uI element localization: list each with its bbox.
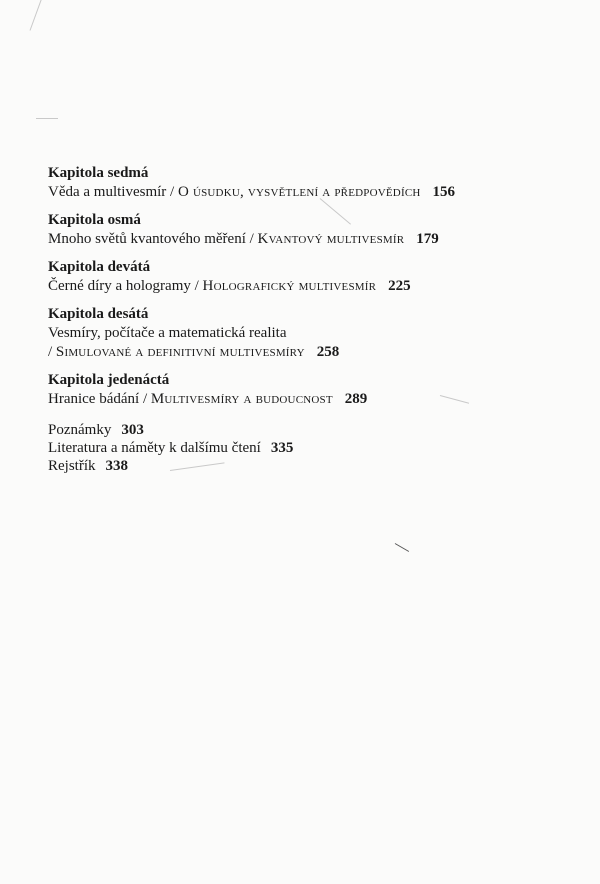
scan-artifact	[36, 118, 58, 119]
chapter-entry: Vesmíry, počítače a matematická realita	[48, 325, 287, 341]
page-number: 156	[432, 184, 455, 200]
chapter-title: Hranice bádání /	[48, 391, 151, 407]
chapter-subtitle: O úsudku, vysvětlení a předpovědích	[177, 184, 421, 200]
chapter-title: Černé díry a hologramy /	[48, 278, 203, 294]
back-matter-title: Rejstřík	[48, 458, 96, 474]
page-number: 335	[270, 440, 294, 456]
chapter-entry	[48, 390, 568, 409]
chapter-title: Věda a multivesmír /	[48, 184, 178, 200]
chapter-label: Kapitola devátá	[48, 259, 151, 275]
chapter-entry	[48, 230, 568, 249]
chapter-title: Mnoho světů kvantového měření /	[48, 231, 258, 247]
chapter-subtitle: Simulované a definitivní multivesmíry	[55, 344, 305, 360]
page-number: 179	[416, 231, 439, 247]
toc-notes	[48, 421, 568, 439]
page-number: 338	[105, 458, 128, 474]
toc-chapter-8	[48, 210, 568, 249]
scan-artifact	[395, 543, 409, 552]
table-of-contents	[48, 163, 568, 475]
toc-chapter-7	[48, 163, 568, 202]
chapter-entry	[48, 183, 568, 202]
scan-artifact	[30, 0, 45, 31]
toc-chapter-9	[48, 257, 568, 296]
page-number: 225	[388, 278, 411, 294]
toc-chapter-10	[48, 304, 568, 362]
chapter-label: Kapitola desátá	[48, 306, 149, 322]
chapter-title-continued: /	[48, 344, 56, 360]
toc-literature	[48, 439, 568, 457]
page-number: 289	[344, 391, 368, 407]
back-matter-title: Poznámky	[48, 422, 112, 438]
chapter-label: Kapitola osmá	[48, 212, 141, 228]
page-number: 303	[121, 422, 144, 438]
toc-chapter-11	[48, 370, 568, 409]
chapter-entry-continued	[48, 343, 568, 362]
back-matter-title: Literatura a náměty k dalšímu čtení	[48, 440, 261, 456]
toc-index	[48, 457, 568, 475]
chapter-subtitle: Multivesmíry a budoucnost	[150, 391, 333, 407]
chapter-subtitle: Holografický multivesmír	[202, 278, 377, 294]
chapter-label: Kapitola sedmá	[48, 165, 149, 181]
chapter-subtitle: Kvantový multivesmír	[257, 231, 405, 247]
toc-back-matter	[48, 421, 568, 475]
chapter-entry	[48, 277, 568, 296]
chapter-label: Kapitola jedenáctá	[48, 372, 170, 388]
page-number: 258	[316, 344, 340, 360]
